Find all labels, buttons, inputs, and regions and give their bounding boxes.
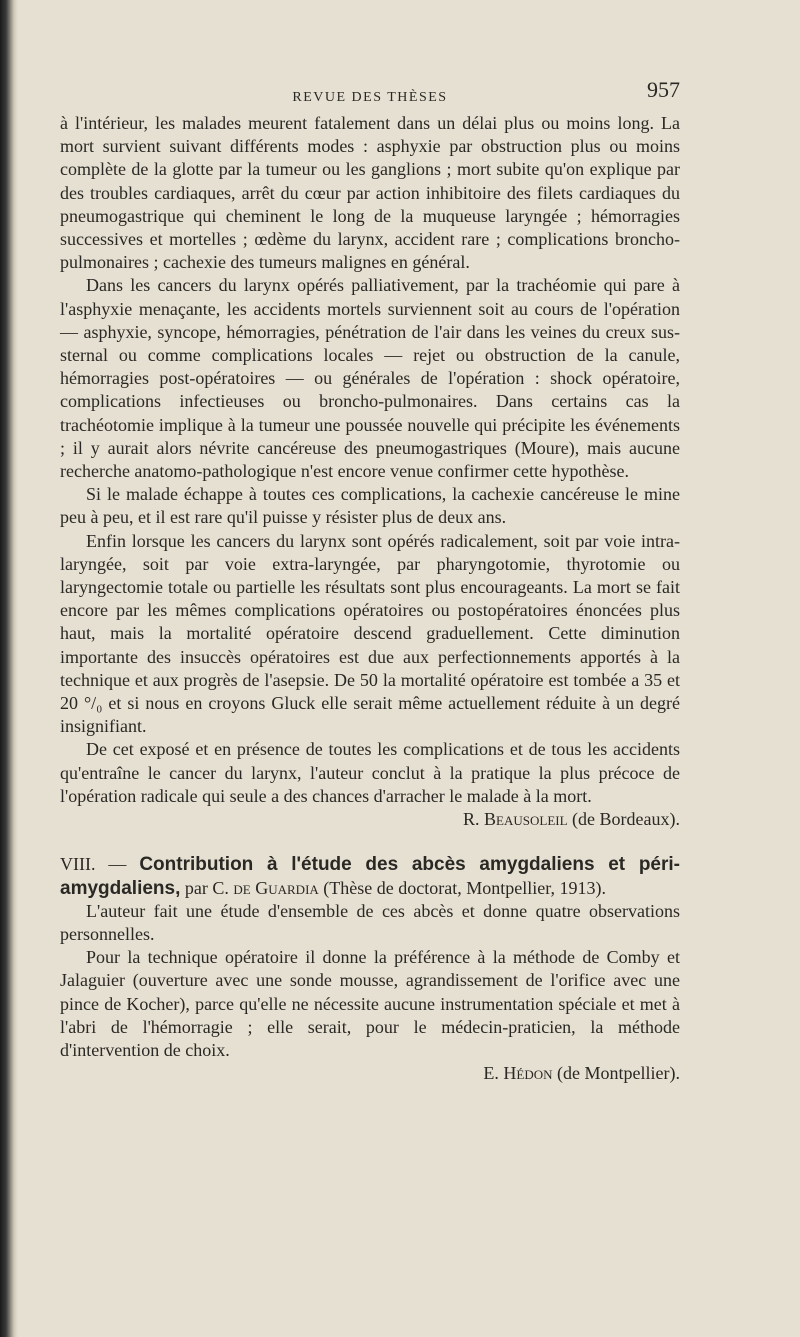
section-paragraph-2: Pour la technique opératoire il donne la préférence à la méthode de Comby et Jalaguier (ouverture avec une sonde mousse, agrandissement de l'orifice avec une pince de Kocher), parce qu'elle ne nécessite aucune instrumentation spéciale et met à l'abri de l'hémorragie ; elle serait, pour le médecin-praticien, la méthode d'intervention de choix. (60, 947, 680, 1060)
running-head (60, 78, 680, 106)
section-title: Contribution à l'étude des abcès amygdaliens et péri-amygdaliens, (60, 854, 680, 899)
signature-name: Hédon (503, 1063, 553, 1084)
section-heading (60, 853, 680, 899)
signature-place: (de Montpellier). (552, 1063, 680, 1084)
signature-name: Beausoleil (484, 809, 568, 830)
signature-hedon (60, 1062, 680, 1085)
section-source: (Thèse de doctorat, Montpellier, 1913). (318, 877, 606, 898)
page-body (60, 78, 680, 1085)
paragraph-2: Dans les cancers du larynx opérés palliativement, par la trachéomie qui pare à l'asphyxie menaçante, les accidents mortels surviennent soit au cours de l'opération — asphyxie, syncope, hémorragies, pénétration de l'air dans les veines du creux sus-sternal ou comme complications locales — rejet ou obstruction de la canule, hémorragies post-opératoires — ou générales de l'opération : shock opératoire, complications infectieuses ou broncho-pulmonaires. Dans certains cas la trachéotomie implique à la tumeur une poussée nouvelle qui précipite les événements ; il y aurait alors névrite cancéreuse des pneumogastriques (Moure), mais aucune recherche anatomo-pathologique n'est encore venue confirmer cette hypothèse. (60, 275, 680, 482)
author-name: Guardia (250, 877, 319, 898)
section-paragraph-1: L'auteur fait une étude d'ensemble de ces abcès et donne quatre observations personnelles. (60, 900, 680, 944)
paragraph-3: Si le malade échappe à toutes ces complications, la cachexie cancéreuse le mine peu à peu, et il est rare qu'il puisse y résister plus de deux ans. (60, 484, 680, 528)
author-particle: de (233, 877, 251, 898)
paragraph-1: à l'intérieur, les malades meurent fatalement dans un délai plus ou moins long. La mort survient suivant différents modes : asphyxie par obstruction plus ou moins complète de la glotte par la tumeur ou les ganglions ; mort subite qu'on explique par des troubles cardiaques, arrêt du cœur par action inhibitoire des filets cardiaques du pneumogastrique qui cheminent le long de la muqueuse laryngée ; hémorragies successives et mortelles ; œdème du larynx, accident rare ; complications broncho-pulmonaires ; cachexie des tumeurs malignes en général. (60, 113, 680, 273)
signature-beausoleil (60, 808, 680, 831)
paragraph-5: De cet exposé et en présence de toutes les complications et de tous les accidents qu'entraîne le cancer du larynx, l'auteur conclut à la pratique la plus précoce de l'opération radicale qui seule a des chances d'arracher le malade à la mort. (60, 739, 680, 806)
signature-place: (de Bordeaux). (567, 809, 680, 830)
page-number: 957 (647, 77, 680, 102)
signature-initial: R. (463, 809, 485, 830)
section-by: par C. (180, 877, 234, 898)
page-binding-edge (0, 0, 18, 1337)
paragraph-4: Enfin lorsque les cancers du larynx sont opérés radicalement, soit par voie intra-laryngée, soit par voie extra-laryngée, par pharyngotomie, thyrotomie ou laryngectomie totale ou partielle les résultats sont plus encourageants. La mort se fait encore par les mêmes complications opératoires ou postopératoires énoncées plus haut, mais la mortalité opératoire descend graduellement. Cette diminution importante des insuccès opératoires est due aux perfectionnements apportés à la technique et aux progrès de l'asepsie. De 50 la mortalité opératoire est tombée a 35 et 20 °/₀ et si nous en croyons Gluck elle serait même actuellement réduite à un degré insignifiant. (60, 530, 680, 737)
signature-initial: E. (483, 1063, 504, 1084)
section-number: VIII. — (60, 854, 140, 875)
running-head-title: REVUE DES THÈSES (292, 90, 448, 105)
